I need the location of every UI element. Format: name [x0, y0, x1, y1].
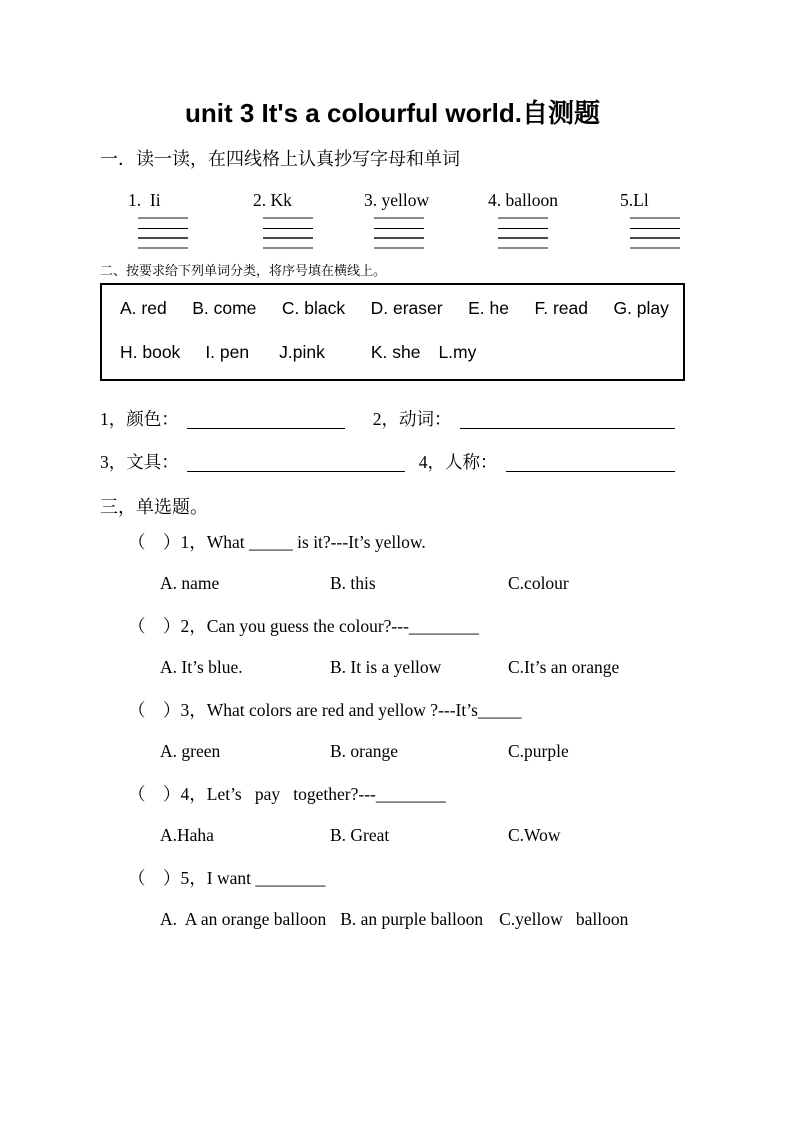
copy-item-label: 3. yellow: [364, 190, 430, 210]
section1-heading: 一．读一读，在四线格上认真抄写字母和单词: [100, 149, 460, 169]
option-b: B. an purple balloon: [340, 908, 484, 929]
copy-items-row: [100, 190, 685, 254]
word-bank-item: G. play: [613, 298, 669, 318]
grid-line: [138, 228, 188, 229]
option-a: A. name: [160, 572, 220, 593]
option-a: A. green: [160, 740, 221, 761]
category-label-pronouns: 4，人称：: [418, 452, 498, 472]
copy-item-label: 1. Ii: [128, 190, 161, 210]
grid-line: [374, 228, 424, 229]
grid-line: [263, 217, 313, 219]
word-bank-item: A. red: [120, 298, 167, 318]
grid-line: [138, 237, 188, 239]
question-3-options: [100, 730, 685, 772]
question-1-options: [100, 562, 685, 604]
option-c: C.yellow balloon: [499, 908, 629, 929]
writing-grid: [374, 217, 424, 249]
category-blank-pronouns: [506, 456, 676, 472]
grid-line: [374, 247, 424, 249]
option-c: C.colour: [508, 572, 569, 593]
word-bank-item: D. eraser: [370, 298, 443, 318]
question-2-prompt: （ ）2，Can you guess the colour?---________: [128, 615, 479, 636]
category-label-colors: 1，颜色：: [100, 409, 179, 429]
question-3-prompt: （ ）3，What colors are red and yellow ?---It’s_____: [128, 699, 522, 720]
grid-line: [498, 237, 548, 239]
category-blank-colors: [187, 413, 345, 429]
option-c: C.It’s an orange: [508, 656, 620, 677]
question-4-prompt: （ ）4，Let’s pay together?---________: [128, 783, 446, 804]
grid-line: [630, 237, 680, 239]
option-a: A. It’s blue.: [160, 656, 243, 677]
option-b: B. orange: [330, 740, 399, 761]
question-4-options: [100, 814, 685, 856]
copy-item-5: [620, 190, 680, 249]
section2-heading: 二、按要求给下列单词分类，将序号填在横线上。: [100, 263, 387, 278]
question-1-prompt: （ ）1，What _____ is it?---It’s yellow.: [128, 531, 426, 552]
word-bank-item: K. she: [370, 342, 421, 362]
writing-grid: [138, 217, 188, 249]
grid-line: [374, 217, 424, 219]
copy-item-2: [253, 190, 313, 249]
copy-item-4: [488, 190, 558, 249]
option-b: B. Great: [330, 824, 390, 845]
question-5-prompt: （ ）5，I want ________: [128, 867, 326, 888]
grid-line: [498, 228, 548, 229]
grid-line: [630, 247, 680, 249]
grid-line: [374, 237, 424, 239]
word-bank-item: C. black: [281, 298, 346, 318]
option-b: B. It is a yellow: [330, 656, 442, 677]
copy-item-label: 4. balloon: [488, 190, 558, 210]
grid-line: [630, 217, 680, 219]
question-2-options: [100, 646, 685, 688]
option-a: A. A an orange balloon: [160, 908, 327, 929]
word-bank-item: E. he: [468, 298, 509, 318]
grid-line: [138, 217, 188, 219]
copy-item-label: 5.Ll: [620, 190, 649, 210]
page-title: unit 3 It's a colourful world.自测题: [185, 98, 600, 128]
word-bank-item: J.pink: [279, 342, 325, 362]
category-blank-stationery: [187, 456, 405, 472]
word-bank-item: I. pen: [205, 342, 250, 362]
section3-heading: 三，单选题。: [100, 497, 208, 517]
writing-grid: [498, 217, 548, 249]
category-row-2: [100, 451, 675, 474]
writing-grid: [630, 217, 680, 249]
option-a: A.Haha: [160, 824, 214, 845]
word-bank-item: B. come: [192, 298, 257, 318]
word-bank-item: L.my: [438, 342, 477, 362]
grid-line: [263, 237, 313, 239]
writing-grid: [263, 217, 313, 249]
copy-item-label: 2. Kk: [253, 190, 292, 210]
option-b: B. this: [330, 572, 376, 593]
option-c: C.purple: [508, 740, 569, 761]
word-bank-item: H. book: [120, 342, 181, 362]
copy-item-3: [364, 190, 429, 249]
option-c: C.Wow: [508, 824, 561, 845]
question-5-options: [100, 898, 685, 940]
grid-line: [138, 247, 188, 249]
category-label-verbs: 2，动词：: [372, 409, 452, 429]
grid-line: [263, 247, 313, 249]
grid-line: [498, 217, 548, 219]
word-bank-row-2: [120, 342, 673, 363]
word-bank-box: [100, 283, 685, 381]
copy-item-1: [128, 190, 188, 249]
grid-line: [498, 247, 548, 249]
word-bank-row-1: [120, 298, 673, 319]
word-bank-item: F. read: [534, 298, 588, 318]
category-blank-verbs: [460, 413, 676, 429]
category-row-1: [100, 408, 675, 431]
grid-line: [630, 228, 680, 229]
category-label-stationery: 3，文具：: [100, 452, 179, 472]
grid-line: [263, 228, 313, 229]
